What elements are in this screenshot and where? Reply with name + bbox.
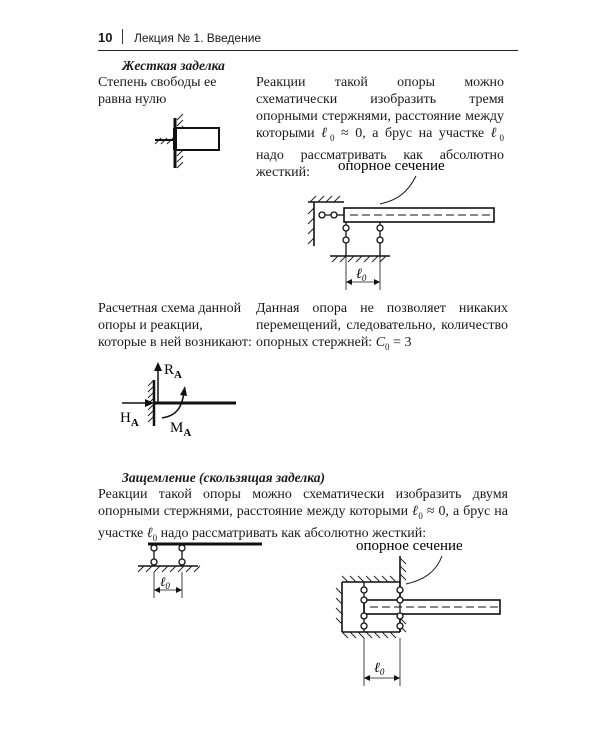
fig-sliding-support — [334, 538, 504, 698]
section-title-sliding-support: Защемление (скользящая заделка) — [122, 470, 325, 485]
svg-text:ℓ0: ℓ$_0$ — [374, 661, 385, 677]
svg-text:ℓ0: ℓ$_0$ — [356, 267, 367, 283]
svg-text:ℓ0: ℓ$_0$ — [160, 574, 170, 591]
page-header — [98, 28, 518, 51]
label-MA: $M_A$ — [170, 420, 192, 439]
page-number: 10 — [98, 30, 113, 45]
label-support-section: опорное сечение — [338, 158, 445, 174]
header-separator — [122, 29, 123, 44]
calc-scheme-text: Расчетная схема данной опоры и реакции, которые в ней возникают: — [98, 301, 252, 350]
beam — [175, 128, 219, 150]
reaction-paragraph: Реакции такой опоры можно схематически изобразить тремя опорными стержнями, расстояние между которыми ℓ$_0$ ≈ 0, а брус на участке ℓ$_0$ надо рассматривать как абсолютно жесткий: — [256, 75, 504, 180]
label-HA: $H_A$ — [120, 410, 139, 429]
dof-text: Степень свободы ее равна нулю — [98, 75, 217, 107]
sliding-paragraph: Реакции такой опоры можно схематически изобразить двумя опорными стержнями, расстояние между которыми ℓ$_0$ ≈ 0, а брус на участке ℓ$_0$ надо рассматривать как абсолютно жесткий: — [98, 487, 508, 543]
label-RA: $R_A$ — [164, 362, 182, 381]
fig-fixed-support-small — [145, 118, 225, 178]
section-title-rigid-support: Жесткая заделка — [122, 58, 225, 73]
running-title: Лекция № 1. Введение — [134, 31, 262, 45]
fig-reactions-scheme — [118, 356, 248, 446]
no-movement-paragraph: Данная опора не позволяет никаких перемещений, следовательно, количество опорных стержней: $C_0 = 3$ — [256, 301, 508, 352]
fig-two-rods-simple — [128, 540, 268, 605]
label-support-section-2: опорное сечение — [356, 538, 463, 554]
fig-three-rods — [308, 158, 498, 292]
